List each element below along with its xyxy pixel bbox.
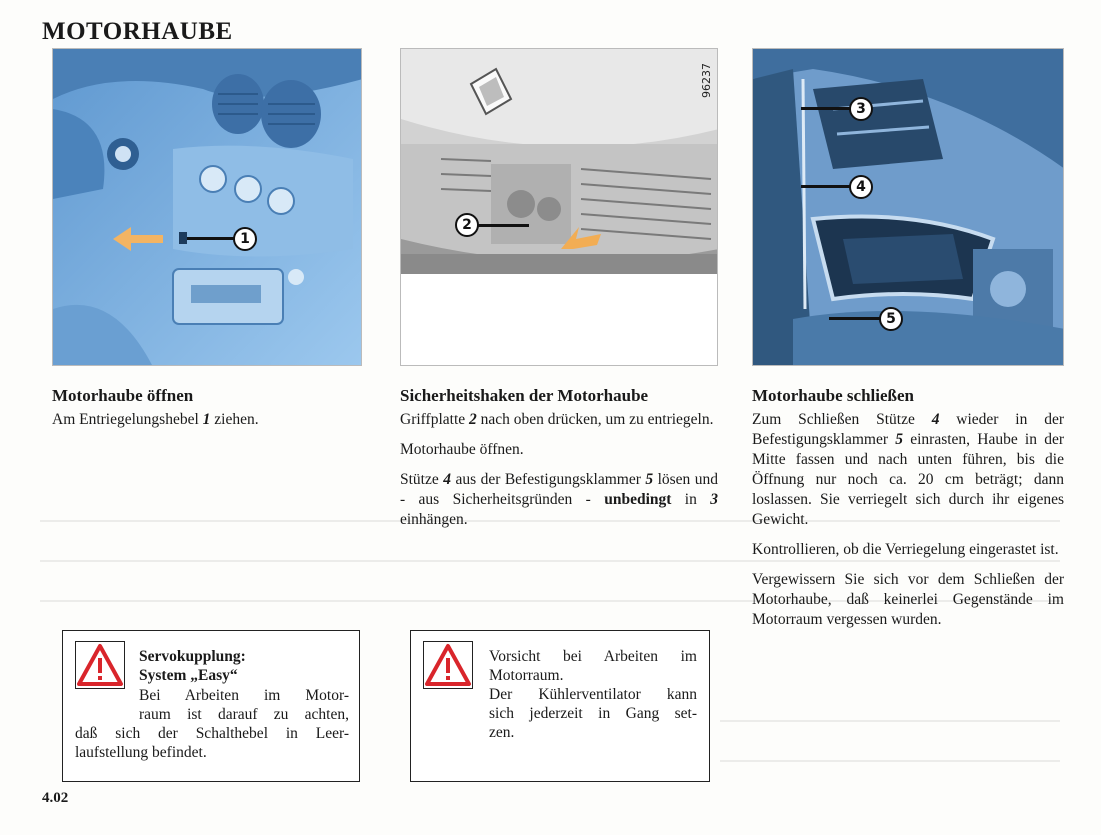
callout-3: 3: [849, 97, 873, 121]
callout-4: 4: [849, 175, 873, 199]
open-hood-text: [52, 410, 362, 430]
warning-triangle-icon: [423, 641, 473, 689]
safety-catch-text-3: [400, 470, 718, 530]
safety-catch-heading: Sicherheitshaken der Motorhaube: [400, 386, 649, 405]
text-part: einhängen.: [400, 511, 468, 528]
callout-5-leader: [829, 317, 881, 320]
callout-3-leader: [801, 107, 851, 110]
ref-number: 3: [710, 491, 718, 508]
safety-catch-text-2: Motorhaube öffnen.: [400, 441, 524, 458]
ghost-line: [720, 760, 1060, 762]
warning-2-line: Der Kühlerventilator kann: [489, 686, 697, 703]
dashboard-illustration: [53, 49, 362, 366]
open-hood-text-part: Am Entriegelungshebel: [52, 411, 203, 428]
close-hood-heading: Motorhaube schließen: [752, 386, 914, 405]
ghost-line: [720, 720, 1060, 722]
column-open-hood: [52, 48, 362, 430]
page-number: 4.02: [42, 790, 69, 806]
warning-2-line: sich jederzeit in Gang set-: [489, 705, 697, 722]
text-part: Zum Schließen Stütze: [752, 411, 932, 428]
ref-number: 5: [645, 471, 654, 488]
warning-1-title: Servokupplung:: [139, 648, 246, 665]
page-title: MOTORHAUBE: [42, 18, 233, 45]
text-part: aus der Befestigungsklammer: [450, 471, 646, 488]
ref-number: 4: [931, 411, 940, 428]
callout-2-leader: [477, 224, 529, 227]
callout-1-leader: [187, 237, 235, 240]
warning-1-subtitle: System „Easy“: [139, 667, 238, 684]
warning-triangle-icon: [75, 641, 125, 689]
warning-1-line: raum ist darauf zu achten,: [139, 706, 349, 723]
text-part: Griffplatte: [400, 411, 470, 428]
column-safety-catch: [400, 48, 718, 530]
ref-number: 5: [895, 431, 903, 448]
engine-bay-illustration: [753, 49, 1064, 366]
text-part: lösen und - aus Sicherheitsgründen -: [400, 471, 719, 508]
engine-bay-photo: [752, 48, 1064, 366]
ref-number: 2: [469, 411, 477, 428]
text-part: einrasten, Haube in der Mitte fassen und nach unten führen, bis die Öffnung nur noch ca. 20 cm beträgt; dann loslassen. Sie verriegelt sich durch ihr eigenes Gewicht.: [752, 431, 1064, 528]
text-part: Stütze: [400, 471, 444, 488]
callout-4-leader: [801, 185, 851, 188]
warning-1-line: Bei Arbeiten im Motor-: [139, 687, 349, 704]
photo-reference-code: 96237: [700, 63, 713, 98]
callout-5: 5: [879, 307, 903, 331]
ref-number: 1: [202, 411, 211, 428]
text-part: nach oben drücken, um zu entriegeln.: [476, 411, 714, 428]
warning-1-line: laufstellung befindet.: [75, 744, 207, 761]
ref-number: 4: [443, 471, 451, 488]
emphasis: unbedingt: [604, 491, 672, 508]
warning-box-clutch: [62, 630, 360, 782]
callout-1: 1: [233, 227, 257, 251]
text-part: in: [671, 491, 711, 508]
close-hood-text-1: [752, 410, 1064, 530]
grille-photo: [400, 48, 718, 366]
dashboard-photo: [52, 48, 362, 366]
warning-1-line: daß sich der Schalthebel in Leer-: [75, 725, 349, 742]
close-hood-text-2: Kontrollieren, ob die Verriegelung eingerastet ist.: [752, 541, 1059, 558]
grille-illustration: [401, 49, 718, 366]
safety-catch-text-1: [400, 410, 718, 430]
warning-box-fan: [410, 630, 710, 782]
warning-2-line: zen.: [489, 724, 515, 741]
callout-2: 2: [455, 213, 479, 237]
open-hood-text-part: ziehen.: [210, 411, 259, 428]
text-part: wieder in der Befestigungsklammer: [752, 411, 1064, 448]
warning-2-line: Vorsicht bei Arbeiten im: [489, 648, 697, 665]
column-close-hood: [752, 48, 1064, 630]
close-hood-text-3: Vergewissern Sie sich vor dem Schließen der Motorhaube, daß keinerlei Gegenstände im Motorraum vergessen wurden.: [752, 571, 1064, 628]
open-hood-heading: Motorhaube öffnen: [52, 386, 194, 405]
warning-2-line: Motorraum.: [489, 667, 564, 684]
